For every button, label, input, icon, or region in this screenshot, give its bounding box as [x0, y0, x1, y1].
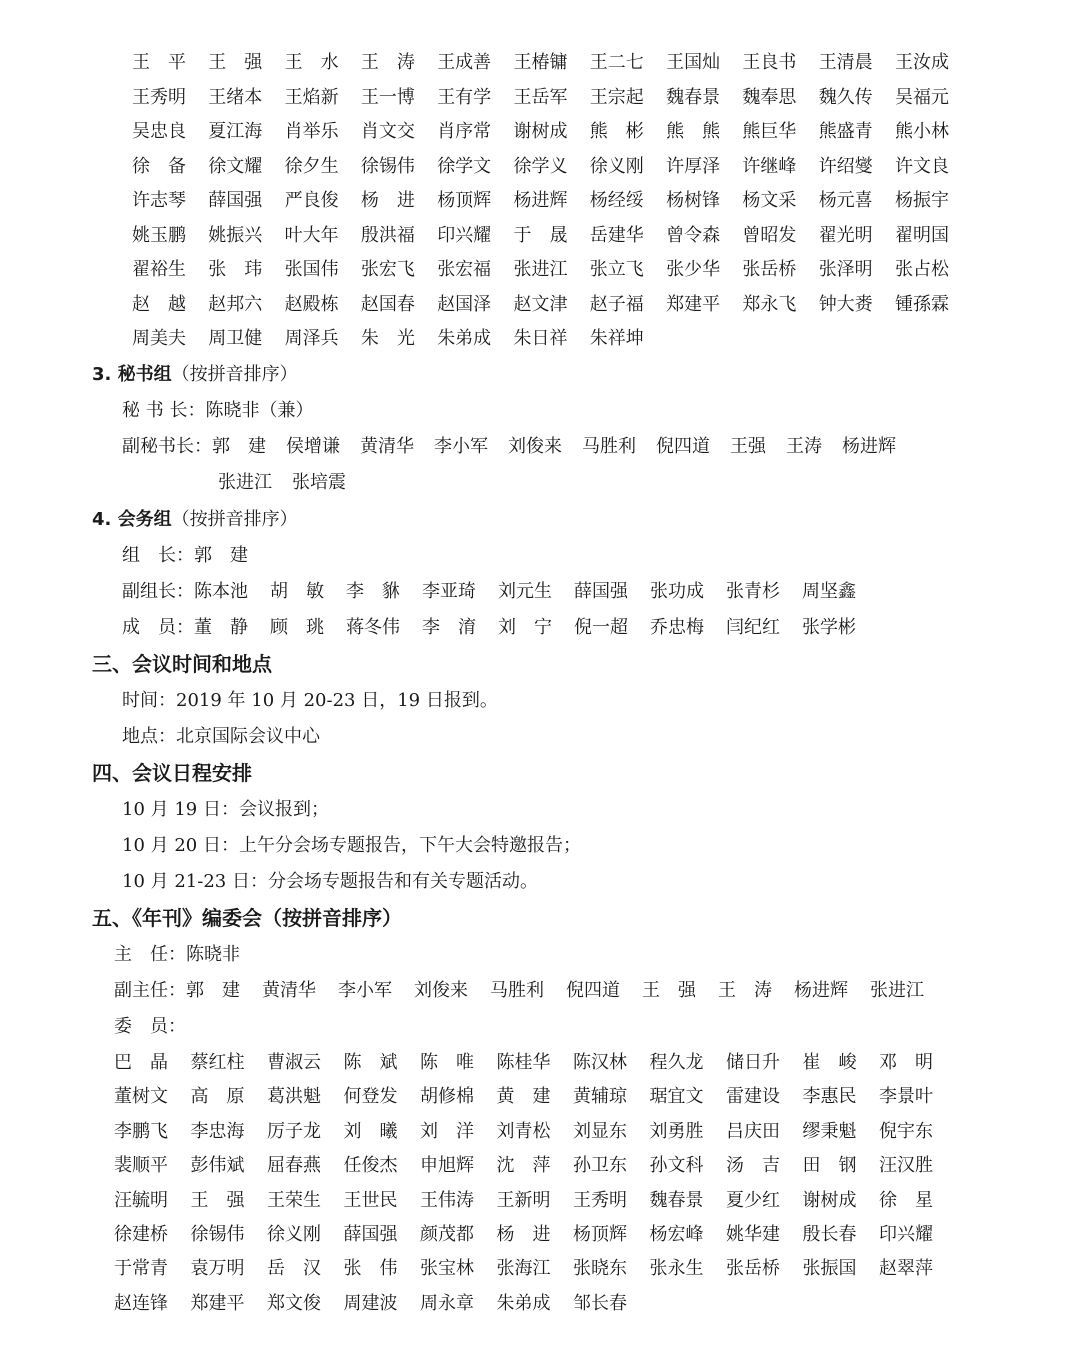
person-name: 袁万明: [190, 1258, 245, 1280]
person-name: 张宝林: [420, 1258, 474, 1280]
person-name: 徐 星: [879, 1189, 933, 1211]
editorial-member-label: 委 员：: [114, 1016, 186, 1037]
person-name: 胡 敏: [270, 581, 324, 602]
person-name: 杨顶辉: [573, 1224, 627, 1245]
name-row: [114, 1185, 956, 1217]
person-name: 王 涛: [360, 52, 415, 73]
affairs-leader-value: 郭 建: [194, 545, 248, 566]
person-name: 申旭辉: [420, 1155, 474, 1177]
affairs-heading: [92, 504, 298, 536]
person-name: 徐义刚: [589, 155, 644, 177]
person-name: 崔 峻: [802, 1052, 857, 1073]
person-name: 陈 斌: [343, 1052, 398, 1073]
affairs-deputy-line: [122, 576, 878, 608]
person-name: 王秀明: [132, 86, 186, 108]
name-row: [114, 1081, 956, 1113]
person-name: 王成善: [437, 52, 492, 73]
affairs-member-list: [194, 617, 878, 638]
person-name: 王绪本: [208, 86, 263, 108]
person-name: 吴福元: [895, 86, 949, 108]
person-name: 姚玉鹏: [132, 224, 186, 246]
person-name: 张学彬: [802, 617, 856, 638]
person-name: 郑永飞: [742, 293, 797, 315]
person-name: 王涛: [786, 436, 822, 457]
person-name: 张振国: [802, 1258, 857, 1280]
person-name: 李忠海: [190, 1120, 245, 1142]
person-name: 张泽明: [818, 259, 873, 280]
name-row: [114, 1288, 956, 1320]
person-name: 何登发: [343, 1086, 398, 1108]
name-row: [132, 185, 971, 217]
schedule-item: 10 月 20 日：上午分会场专题报告，下午大会特邀报告；: [122, 835, 581, 856]
person-name: 杨宏峰: [649, 1224, 704, 1245]
person-name: 刘元生: [498, 581, 552, 602]
person-name: 赵连锋: [114, 1292, 168, 1314]
person-name: 岳建华: [589, 224, 644, 246]
person-name: 许绍燮: [818, 155, 873, 177]
person-name: 王一博: [360, 86, 415, 108]
person-name: 蒋冬伟: [346, 617, 400, 638]
schedule-item: 10 月 21-23 日：分会场专题报告和有关专题活动。: [122, 871, 538, 892]
person-name: 魏春景: [666, 86, 721, 108]
person-name: 邓 明: [879, 1052, 933, 1073]
person-name: 周卫健: [208, 328, 263, 349]
person-name: 杨经绥: [589, 190, 644, 211]
affairs-deputy-label: 副组长：: [122, 581, 194, 602]
person-name: 郭 建: [212, 436, 266, 457]
person-name: 张功成: [650, 581, 704, 602]
person-name: 杨 进: [496, 1224, 551, 1245]
person-name: 肖序常: [437, 121, 492, 142]
person-name: 王 强: [642, 980, 696, 1001]
person-name: 董 静: [194, 617, 248, 638]
person-name: 王新明: [496, 1189, 551, 1211]
person-name: 印兴耀: [879, 1224, 933, 1245]
person-name: 王伟涛: [420, 1189, 474, 1211]
person-name: 殷长春: [802, 1224, 857, 1245]
meeting-place: 地点：北京国际会议中心: [122, 726, 320, 747]
person-name: 黄 建: [496, 1086, 551, 1108]
person-name: 倪宇东: [879, 1120, 933, 1142]
person-name: 周永章: [420, 1292, 474, 1314]
person-name: 李惠民: [802, 1086, 857, 1108]
person-name: 王秀明: [573, 1189, 627, 1211]
name-row: [132, 220, 971, 252]
person-name: 魏春景: [649, 1189, 704, 1211]
person-name: 屈春燕: [267, 1155, 321, 1177]
secretary-general-label: 秘 书 长：: [122, 400, 206, 421]
section4-title: 四、会议日程安排: [92, 761, 252, 785]
person-name: 汪毓明: [114, 1189, 168, 1211]
person-name: 李小军: [434, 436, 488, 457]
person-name: 翟裕生: [132, 259, 186, 280]
person-name: 张岳桥: [742, 259, 797, 280]
person-name: 姚振兴: [208, 224, 263, 246]
person-name: 熊巨华: [742, 121, 797, 142]
person-name: 夏江海: [208, 121, 263, 142]
person-name: 周建波: [343, 1292, 398, 1314]
person-name: 沈 萍: [496, 1155, 551, 1177]
person-name: 徐文耀: [208, 155, 263, 177]
person-name: 刘 曦: [343, 1120, 398, 1142]
person-name: 张占松: [895, 259, 949, 280]
person-name: 王国灿: [666, 52, 721, 73]
person-name: 李景叶: [879, 1086, 933, 1108]
section3-title: 三、会议时间和地点: [92, 652, 272, 676]
person-name: 张 伟: [343, 1258, 398, 1280]
person-name: 锺孫霖: [895, 293, 949, 315]
affairs-member-label: 成 员：: [122, 617, 194, 638]
editorial-vice-label: 副主任：: [114, 980, 186, 1001]
meeting-time: 时间：2019 年 10 月 20-23 日，19 日报到。: [122, 690, 498, 711]
person-name: 郭 建: [186, 980, 240, 1001]
affairs-member-line: [122, 612, 878, 644]
person-name: 郑建平: [666, 293, 721, 315]
person-name: 张宏飞: [360, 259, 415, 280]
person-name: 刘 宁: [498, 617, 552, 638]
person-name: 徐义刚: [267, 1224, 321, 1245]
schedule-item: 10 月 19 日：会议报到；: [122, 799, 329, 820]
person-name: 徐锡伟: [190, 1224, 245, 1245]
person-name: 王宗起: [589, 86, 644, 108]
person-name: 熊 彬: [589, 121, 644, 142]
person-name: 肖文交: [360, 121, 415, 142]
section5-heading: [92, 902, 402, 934]
person-name: 曾昭发: [742, 224, 797, 246]
person-name: 李 淯: [422, 617, 476, 638]
person-name: 杨进辉: [842, 436, 896, 457]
person-name: 赵邦六: [208, 293, 263, 315]
person-name: 徐学文: [437, 155, 492, 177]
person-name: 熊盛青: [818, 121, 873, 142]
person-name: 田 钢: [802, 1155, 857, 1177]
person-name: 王清晨: [818, 52, 873, 73]
person-name: 王二七: [589, 52, 644, 73]
person-name: 陈 唯: [420, 1052, 474, 1073]
person-name: 张国伟: [284, 259, 339, 280]
person-name: 程久龙: [649, 1052, 704, 1073]
person-name: 李小军: [338, 980, 392, 1001]
person-name: 王汝成: [895, 52, 949, 73]
person-name: 黄清华: [262, 980, 316, 1001]
person-name: 朱 光: [360, 328, 415, 349]
affairs-leader-line: [122, 540, 248, 572]
person-name: 黄清华: [360, 436, 414, 457]
person-name: 张进江: [218, 472, 272, 493]
person-name: 彭伟斌: [190, 1155, 245, 1177]
secretary-title: 3. 秘书组: [92, 364, 172, 385]
person-name: 马胜利: [582, 436, 636, 457]
person-name: 黄辅琼: [573, 1086, 627, 1108]
person-name: 杨树锋: [666, 190, 721, 211]
person-name: 陈本池: [194, 581, 248, 602]
person-name: 徐夕生: [284, 155, 339, 177]
name-row: [132, 254, 971, 286]
person-name: 刘 洋: [420, 1120, 474, 1142]
person-name: 闫纪红: [726, 617, 780, 638]
name-row: [132, 289, 971, 321]
person-name: 李 貅: [346, 581, 400, 602]
person-name: 许志琴: [132, 190, 186, 211]
person-name: 孙文科: [649, 1155, 704, 1177]
person-name: 翟明国: [895, 224, 949, 246]
affairs-leader-label: 组 长：: [122, 545, 194, 566]
person-name: 许厚泽: [666, 155, 721, 177]
person-name: 徐锡伟: [360, 155, 415, 177]
deputy-secretary-line: [122, 431, 916, 463]
person-name: 汤 吉: [726, 1155, 780, 1177]
person-name: 王岳军: [513, 86, 568, 108]
secretary-note: （按拼音排序）: [171, 364, 298, 385]
deputy-secretary-list-cont: [218, 472, 366, 493]
person-name: 刘显东: [573, 1120, 627, 1142]
secretary-general-line: [122, 395, 313, 427]
person-name: 徐学义: [513, 155, 568, 177]
person-name: 王有学: [437, 86, 492, 108]
editorial-vice-line: [114, 975, 946, 1007]
person-name: 陈桂华: [496, 1052, 551, 1073]
person-name: 吕庆田: [726, 1120, 780, 1142]
person-name: 王焰新: [284, 86, 339, 108]
person-name: 曹淑云: [267, 1052, 321, 1073]
person-name: 赵殿栋: [284, 293, 339, 315]
name-row: [132, 151, 971, 183]
affairs-note: （按拼音排序）: [171, 509, 298, 530]
person-name: 谢树成: [802, 1189, 857, 1211]
person-name: 王世民: [343, 1189, 398, 1211]
person-name: 徐建桥: [114, 1224, 168, 1245]
person-name: 薛国强: [574, 581, 628, 602]
editorial-chair-value: 陈晓非: [186, 944, 240, 965]
person-name: 蔡红柱: [190, 1052, 245, 1073]
name-row: [114, 1116, 956, 1148]
person-name: 郑建平: [190, 1292, 245, 1314]
person-name: 夏少红: [726, 1189, 780, 1211]
person-name: 杨振宇: [895, 190, 949, 211]
deputy-secretary-list: [212, 436, 916, 457]
person-name: 顾 珧: [270, 617, 324, 638]
person-name: 肖举乐: [284, 121, 339, 142]
editorial-chair-line: [114, 939, 240, 971]
person-name: 吴忠良: [132, 121, 186, 142]
person-name: 杨进辉: [513, 190, 568, 211]
person-name: 董树文: [114, 1086, 168, 1108]
person-name: 王 平: [132, 52, 186, 73]
name-row: [132, 323, 971, 355]
person-name: 杨 进: [360, 190, 415, 211]
person-name: 倪四道: [566, 980, 620, 1001]
person-name: 魏久传: [818, 86, 873, 108]
person-name: 侯增谦: [286, 436, 340, 457]
person-name: 厉子龙: [267, 1120, 321, 1142]
person-name: 倪一超: [574, 617, 628, 638]
section5-note: （按拼音排序）: [262, 906, 402, 930]
person-name: 雷建设: [726, 1086, 780, 1108]
person-name: 朱弟成: [496, 1292, 551, 1314]
person-name: 于常青: [114, 1258, 168, 1280]
person-name: 熊 熊: [666, 121, 721, 142]
person-name: 朱祥坤: [589, 328, 644, 349]
person-name: 杨进辉: [794, 980, 848, 1001]
person-name: 赵 越: [132, 293, 186, 315]
person-name: 李鹏飞: [114, 1120, 168, 1142]
person-name: 杨文采: [742, 190, 797, 211]
person-name: 乔忠梅: [650, 617, 704, 638]
person-name: 于 晟: [513, 224, 568, 246]
secretary-heading: [92, 359, 298, 391]
person-name: 郑文俊: [267, 1292, 321, 1314]
person-name: 任俊杰: [343, 1155, 398, 1177]
person-name: 殷洪福: [360, 224, 415, 246]
person-name: 周坚鑫: [802, 581, 856, 602]
person-name: 刘青松: [496, 1120, 551, 1142]
affairs-deputy-list: [194, 581, 878, 602]
person-name: 赵翠萍: [879, 1258, 933, 1280]
person-name: 马胜利: [490, 980, 544, 1001]
name-row: [132, 82, 971, 114]
person-name: 刘俊来: [508, 436, 562, 457]
person-name: 张海江: [496, 1258, 551, 1280]
secretary-general-value: 陈晓非（兼）: [205, 400, 314, 421]
person-name: 周泽兵: [284, 328, 339, 349]
editorial-member-label-line: [114, 1011, 186, 1043]
person-name: 张青杉: [726, 581, 780, 602]
person-name: 张晓东: [573, 1258, 627, 1280]
person-name: 徐 备: [132, 155, 186, 177]
person-name: 王 涛: [718, 980, 772, 1001]
person-name: 张培震: [292, 472, 346, 493]
person-name: 赵国泽: [437, 293, 492, 315]
person-name: 周美夫: [132, 328, 186, 349]
person-name: 倪四道: [656, 436, 710, 457]
person-name: 朱日祥: [513, 328, 568, 349]
deputy-secretary-label: 副秘书长：: [122, 436, 212, 457]
name-row: [114, 1253, 956, 1285]
name-row: [132, 116, 971, 148]
person-name: 赵国春: [360, 293, 415, 315]
person-name: 薛国强: [343, 1224, 398, 1245]
deputy-secretary-line-2: [218, 467, 366, 499]
affairs-title: 4. 会务组: [92, 509, 172, 530]
person-name: 印兴耀: [437, 224, 492, 246]
person-name: 王良书: [742, 52, 797, 73]
person-name: 杨元喜: [818, 190, 873, 211]
person-name: 张 玮: [208, 259, 263, 280]
person-name: 谢树成: [513, 121, 568, 142]
person-name: 张进江: [870, 980, 924, 1001]
person-name: 杨顶辉: [437, 190, 492, 211]
person-name: 姚华建: [726, 1224, 780, 1245]
person-name: 邹长春: [573, 1292, 627, 1314]
name-row: [132, 47, 971, 79]
person-name: 钟大赉: [818, 293, 873, 315]
person-name: 巴 晶: [114, 1052, 168, 1073]
person-name: 胡修棉: [420, 1086, 474, 1108]
person-name: 严良俊: [284, 190, 339, 211]
person-name: 高 原: [190, 1086, 245, 1108]
person-name: 薛国强: [208, 190, 263, 211]
person-name: 刘勇胜: [649, 1120, 704, 1142]
person-name: 赵子福: [589, 293, 644, 315]
person-name: 朱弟成: [437, 328, 492, 349]
person-name: 许文良: [895, 155, 949, 177]
person-name: 刘俊来: [414, 980, 468, 1001]
person-name: 缪秉魁: [802, 1120, 857, 1142]
person-name: 熊小林: [895, 121, 949, 142]
person-name: 储日升: [726, 1052, 780, 1073]
person-name: 李亚琦: [422, 581, 476, 602]
person-name: 曾令森: [666, 224, 721, 246]
name-row: [114, 1219, 956, 1251]
person-name: 王椿镛: [513, 52, 568, 73]
person-name: 张进江: [513, 259, 568, 280]
section5-title: 五、《年刊》编委会: [92, 906, 262, 930]
person-name: 张岳桥: [726, 1258, 780, 1280]
editorial-vice-list: [186, 980, 946, 1001]
person-name: 许继峰: [742, 155, 797, 177]
person-name: 王 强: [208, 52, 263, 73]
person-name: 王荣生: [267, 1189, 321, 1211]
person-name: 裴顺平: [114, 1155, 168, 1177]
person-name: 葛洪魁: [267, 1086, 321, 1108]
person-name: 赵文津: [513, 293, 568, 315]
editorial-chair-label: 主 任：: [114, 944, 186, 965]
person-name: 王强: [730, 436, 766, 457]
person-name: 叶大年: [284, 224, 339, 246]
name-row: [114, 1047, 956, 1079]
person-name: 颜茂都: [420, 1224, 474, 1245]
person-name: 岳 汉: [267, 1258, 321, 1280]
person-name: 张立飞: [589, 259, 644, 280]
person-name: 王 水: [284, 52, 339, 73]
person-name: 张宏福: [437, 259, 492, 280]
person-name: 陈汉林: [573, 1052, 627, 1073]
person-name: 张永生: [649, 1258, 704, 1280]
person-name: 王 强: [190, 1189, 245, 1211]
person-name: 翟光明: [818, 224, 873, 246]
person-name: 孙卫东: [573, 1155, 627, 1177]
name-row: [114, 1150, 956, 1182]
person-name: 张少华: [666, 259, 721, 280]
person-name: 魏奉思: [742, 86, 797, 108]
person-name: 汪汉胜: [879, 1155, 933, 1177]
person-name: 琚宜文: [649, 1086, 704, 1108]
